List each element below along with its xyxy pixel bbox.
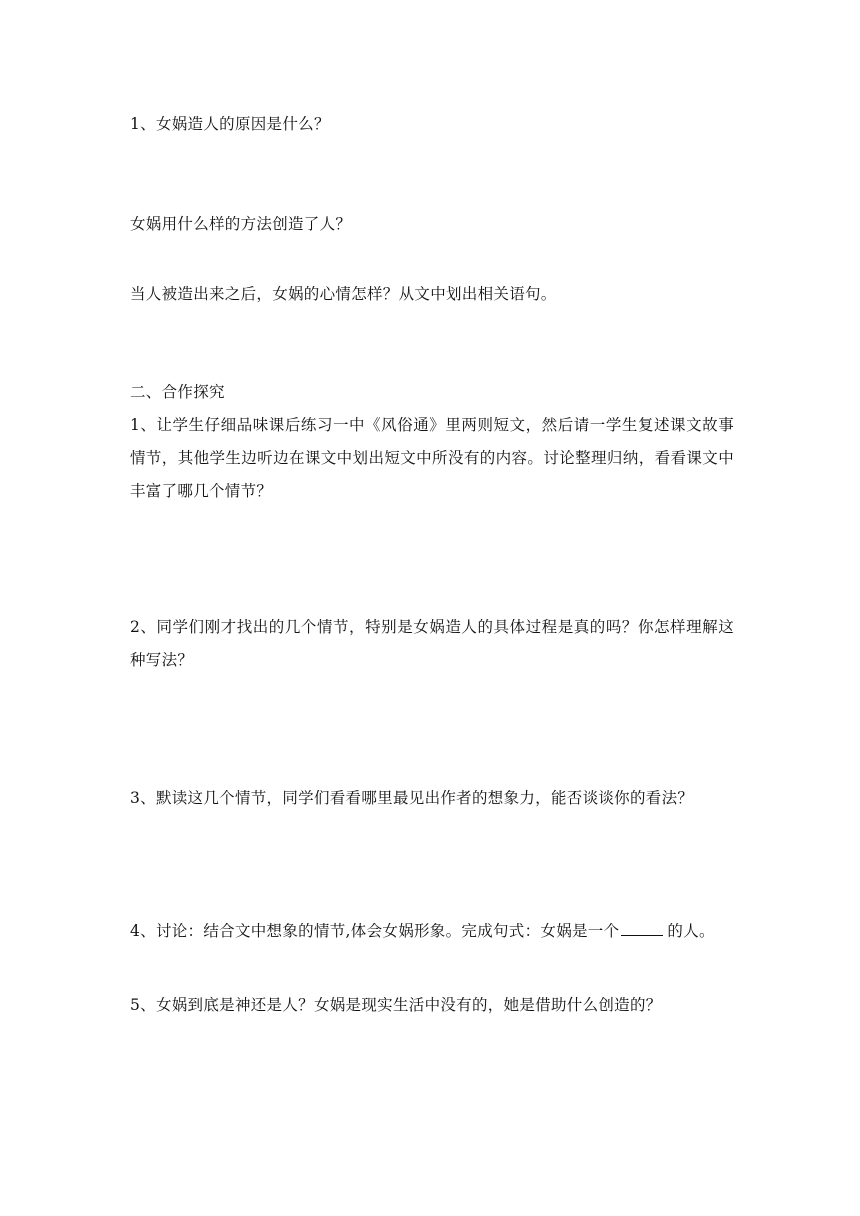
item-5: 5、女娲到底是神还是人？女娲是现实生活中没有的，她是借助什么创造的？	[130, 996, 662, 1014]
item-4-ending: 的人。	[667, 922, 715, 940]
question-mood: 当人被造出来之后，女娲的心情怎样？从文中划出相关语句。	[130, 285, 557, 303]
item-1: 1、让学生仔细品味课后练习一中《风俗通》里两则短文，然后请一学生复述课文故事情节，其他学生边听边在课文中划出短文中所没有的内容。讨论整理归纳，看看课文中丰富了哪几个情节？	[130, 416, 734, 500]
fill-in-blank	[621, 919, 663, 936]
item-2: 2、同学们刚才找出的几个情节，特别是女娲造人的具体过程是真的吗？你怎样理解这种写法？	[130, 618, 734, 669]
section-title-cooperative-inquiry: 二、合作探究	[130, 383, 225, 401]
question-reason: 1、女娲造人的原因是什么？	[130, 115, 330, 133]
item-4	[130, 915, 734, 948]
item-4-text: 4、讨论：结合文中想象的情节,体会女娲形象。完成句式：女娲是一个	[130, 922, 620, 940]
question-method: 女娲用什么样的方法创造了人？	[130, 215, 352, 233]
item-3: 3、默读这几个情节，同学们看看哪里最见出作者的想象力，能否谈谈你的看法？	[130, 789, 694, 807]
